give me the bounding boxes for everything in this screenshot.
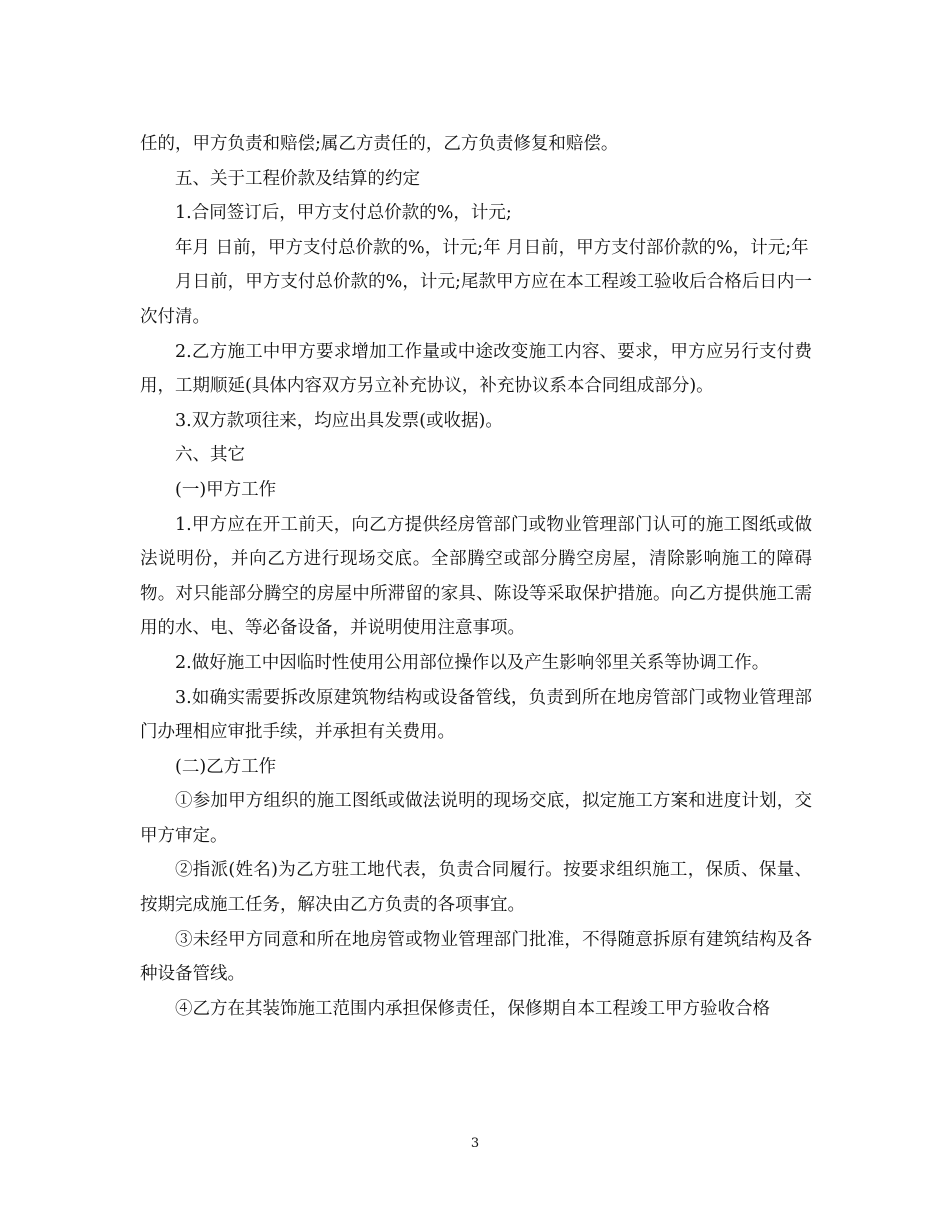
paragraph-16: ③未经甲方同意和所在地房管或物业管理部门批准，不得随意拆原有建筑结构及各种设备管线。	[140, 929, 812, 985]
paragraph-11: 2.做好施工中因临时性使用公用部位操作以及产生影响邻里关系等协调工作。	[175, 652, 770, 673]
paragraph-12: 3.如确实需要拆改原建筑物结构或设备管线，负责到所在地房管部门或物业管理部门办理相应审批手续，并承担有关费用。	[140, 687, 812, 743]
section-heading-6: 六、其它	[175, 445, 245, 466]
document-body	[140, 127, 812, 1026]
paragraph-7: 3.双方款项往来，均应出具发票(或收据)。	[175, 410, 503, 431]
paragraph-6: 2.乙方施工中甲方要求增加工作量或中途改变施工内容、要求，甲方应另行支付费用，工期顺延(具体内容双方另立补充协议，补充协议系本合同组成部分)。	[140, 341, 812, 397]
section-heading-5: 五、关于工程价款及结算的约定	[175, 168, 420, 189]
paragraph-1: 任的，甲方负责和赔偿;属乙方责任的，乙方负责修复和赔偿。	[140, 134, 619, 154]
paragraph-15: ②指派(姓名)为乙方驻工地代表，负责合同履行。按要求组织施工，保质、保量、按期完成施工任务，解决由乙方负责的各项事宜。	[140, 860, 812, 916]
paragraph-3: 1.合同签订后，甲方支付总价款的%，计元;	[175, 203, 512, 224]
paragraph-10: 1.甲方应在开工前天，向乙方提供经房管部门或物业管理部门认可的施工图纸或做法说明份，并向乙方进行现场交底。全部腾空或部分腾空房屋，清除影响施工的障碍物。对只能部分腾空的房屋中所滞留的家具、陈设等采取保护措施。向乙方提供施工需用的水、电、等必备设备，并说明使用注意事项。	[140, 514, 812, 639]
page-number: 3	[470, 1136, 480, 1151]
paragraph-14: ①参加甲方组织的施工图纸或做法说明的现场交底，拟定施工方案和进度计划，交甲方审定。	[140, 791, 812, 846]
paragraph-17: ④乙方在其装饰施工范围内承担保修责任，保修期自本工程竣工甲方验收合格	[175, 998, 770, 1019]
paragraph-5: 月日前，甲方支付总价款的%，计元;尾款甲方应在本工程竣工验收后合格后日内一次付清。	[140, 272, 812, 327]
subsection-heading-2: (二)乙方工作	[175, 756, 277, 777]
subsection-heading-1: (一)甲方工作	[175, 479, 277, 500]
paragraph-4: 年月 日前，甲方支付总价款的%，计元;年 月日前，甲方支付部价款的%，计元;年	[175, 237, 809, 258]
